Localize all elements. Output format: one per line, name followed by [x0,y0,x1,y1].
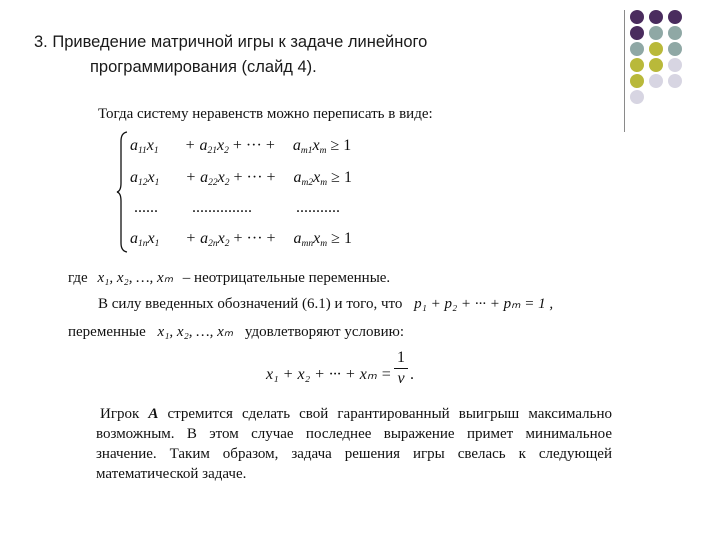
decorative-dot [630,74,644,88]
decorative-dot [649,74,663,88]
condition-denominator: ν [397,370,405,387]
decorative-dot [668,42,682,56]
conclusion-paragraph: Игрок A стремится сделать свой гарантированный выигрыш максимально возможным. В этом случае последнее выражение примет минимальное значение. Таким образом, задача решения игры свелась к следующей математической задаче. [96,406,613,482]
slide-title [34,30,594,80]
variables-line: переменные x₁, x₂, …, xₘ удовлетворяют условию: [68,324,404,340]
slide-title-line-1: 3. Приведение матричной игры к задаче линейного [34,33,428,51]
decorative-divider-line [624,10,625,132]
decorative-dot [649,26,663,40]
decorative-dot [630,90,644,104]
decorative-dot [668,58,682,72]
notation-line: В силу введенных обозначений (6.1) и того, что p₁ + p₂ + ··· + pₘ = 1 , [98,296,554,312]
system-intro-text: Тогда систему неравенств можно переписать в виде: [98,106,433,122]
system-row-2: $a_{12}x_1 + a_{22}x_2$ + ··· + $a_{m2}x_m \ge 1$ [130,169,352,188]
slide-title-line-2: программирования (слайд 4). [90,58,317,76]
system-row-1: $a_{11}x_1 + a_{21}x_2$ + ··· + $a_{m1}x_m \ge 1$ [130,137,352,156]
condition-numerator: 1 [397,349,405,366]
decorative-dot [668,74,682,88]
system-brace [116,131,128,253]
decorative-dot [668,10,682,24]
decorative-dot [630,42,644,56]
decorative-dot [668,26,682,40]
decorative-dot [630,26,644,40]
where-line: где x₁, x₂, …, xₘ – неотрицательные переменные. [68,270,391,286]
decorative-dot [630,10,644,24]
system-row-ellipsis: ...... ............... ........... [134,199,340,216]
decorative-dot [649,10,663,24]
condition-lhs: x₁ + x₂ + ··· + xₘ = [266,366,392,383]
condition-fraction [394,349,408,388]
decorative-dot [649,42,663,56]
condition-end: . [410,366,414,383]
decorative-dot [649,58,663,72]
decorative-dot [630,58,644,72]
system-row-n: $a_{1n}x_1 + a_{2n}x_2$ + ··· + $a_{mn}x_m \ge 1$ [130,230,352,249]
